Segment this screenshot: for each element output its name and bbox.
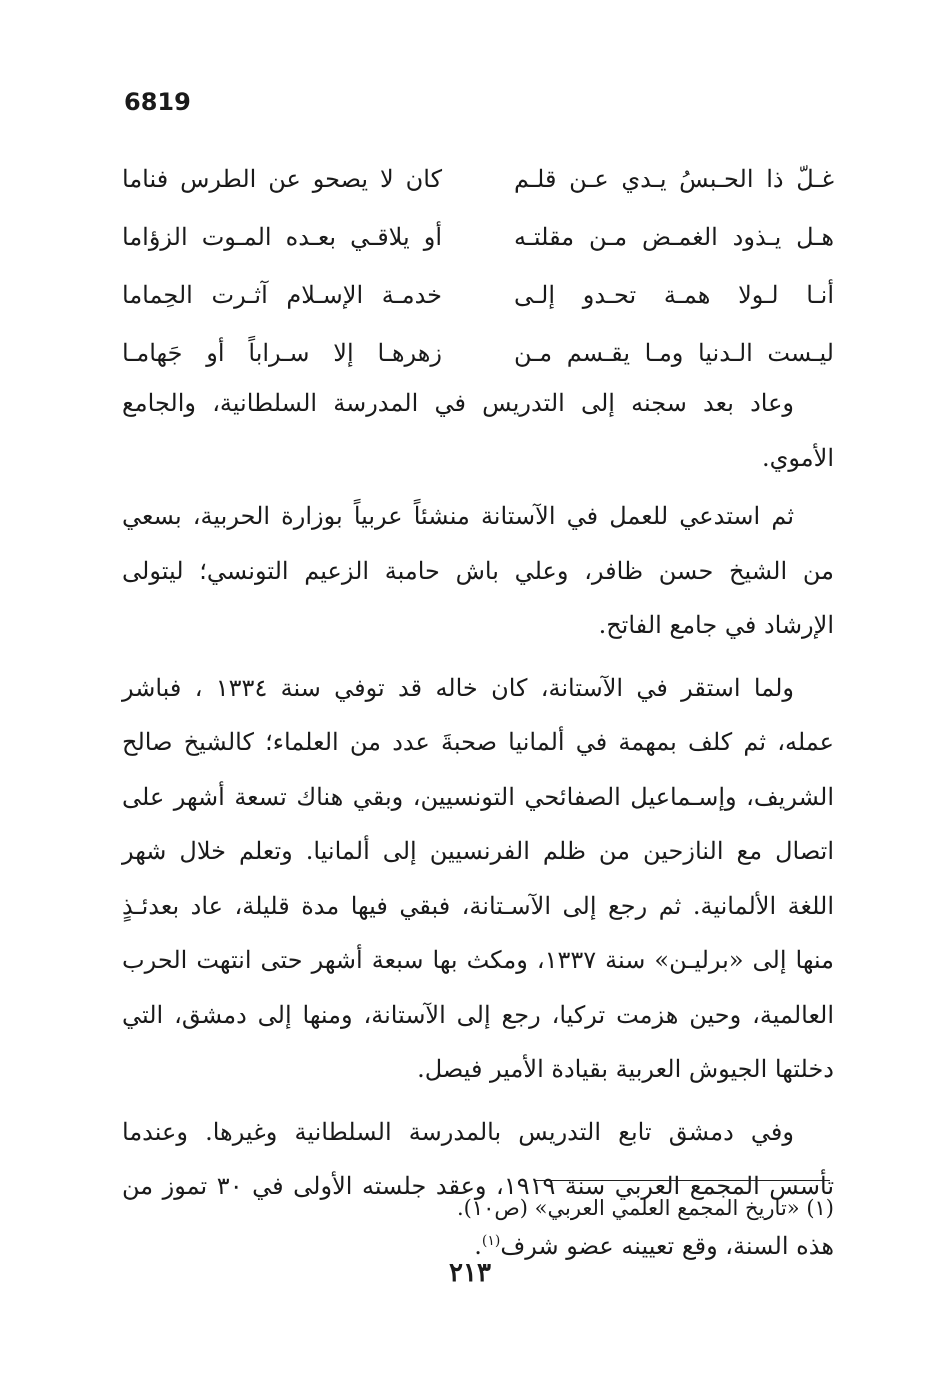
verse [122,150,834,208]
paragraph-text: وفي دمشق تابع التدريس بالمدرسة السلطانية وغيرها. وعندما تأسس المجمع العربي سنة ١٩١٩، وعقد جلسته الأولى في ٣٠ تموز من هذه السنة، وقع تعيينه عضو شرف [122,1117,835,1260]
verse-first-hemistich: ليـست الـدنيا ومـا يقـسم مـن [514,339,834,367]
verse [122,266,834,324]
verse [122,208,834,266]
footnote: (١) «تاريخ المجمع العلمي العربي» (ص١٠). [456,1196,834,1220]
verse-first-hemistich: غـلّ ذا الحـبسُ يـدي عـن قلـم [514,165,834,193]
paragraph: ولما استقر في الآستانة، كان خاله قد توفي سنة ١٣٣٤ ، فباشر عمله، ثم كلف بمهمة في ألمانيا صحبةَ عدد من العلماء؛ كالشيخ صالح الشريف، وإسـماعيل الصفائحي التونسيين، وبقي هناك تسعة أشهر على اتصال مع النازحين من ظلم الفرنسيين إلى ألمانيا. وتعلم خلال شهر اللغة الألمانية. ثم رجع إلى الآسـتانة، فبقي فيها مدة قليلة، عاد بعدئـذٍ منها إلى «برليـن» سنة ١٣٣٧، ومكث بها سبعة أشهر حتى انتهت الحرب العالمية، وحين هزمت تركيا، رجع إلى الآستانة، ومنها إلى دمشق، التي دخلتها الجيوش العربية بقيادة الأمير فيصل. [122,673,834,1083]
page-number-bottom: ٢١٣ [449,1258,491,1288]
verse-second-hemistich: أو يلاقـي بعـده المـوت الزؤاما [122,223,442,251]
verse-first-hemistich: أنـا لـولا همـة تحـدو إلـى [514,281,834,309]
body-text [122,376,834,1281]
paragraph: ثم استدعي للعمل في الآستانة منشئاً عربياً بوزارة الحربية، بسعي من الشيخ حسن ظافر، وعلي باش حامبة الزعيم التونسي؛ ليتولى الإرشاد في جامع الفاتح. [122,502,834,639]
paragraph [122,1105,834,1274]
verse [122,324,834,382]
footnote-reference: (١) [481,1232,501,1249]
paragraph-end: . [474,1231,482,1260]
paragraph: وعاد بعد سجنه إلى التدريس في المدرسة السلطانية، والجامع الأموي. [122,389,834,472]
poem [122,150,834,382]
verse-second-hemistich: كان لا يصحو عن الطرس فناما [122,165,442,193]
page-number-top: 6819 [124,88,191,116]
verse-first-hemistich: هـل يـذود الغمـض مـن مقلتـه [514,223,834,251]
verse-second-hemistich: زهرهـا إلا سـراباً أو جَهامـا [122,339,442,367]
footnote-divider [534,1180,830,1181]
verse-second-hemistich: خدمـة الإسـلام آثـرت الحِماما [122,281,442,309]
